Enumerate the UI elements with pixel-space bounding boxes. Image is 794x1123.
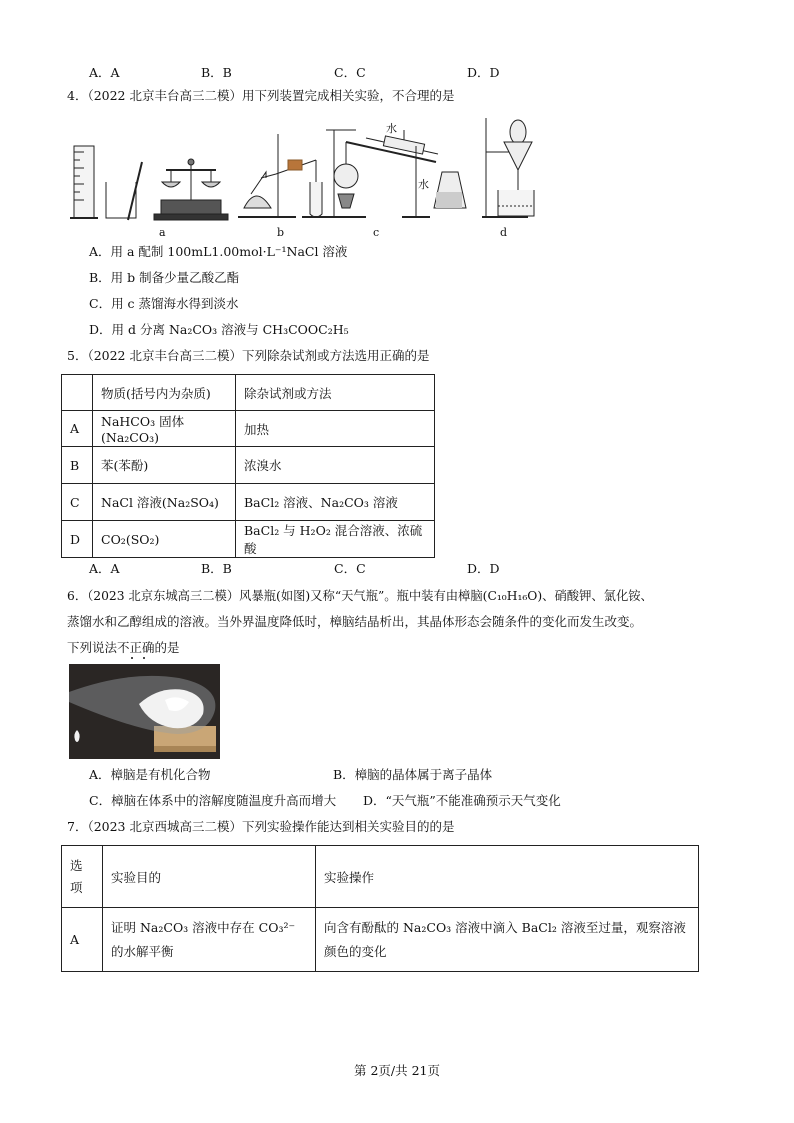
q5-option-a: A．A — [89, 561, 120, 576]
beaker-icon — [106, 162, 142, 220]
table-row — [62, 908, 699, 972]
q3-option-a: A．A — [89, 65, 120, 80]
table-cell: A — [62, 411, 93, 447]
q3-option-c: C．C — [334, 65, 366, 80]
q3-option-b: B．B — [201, 65, 232, 80]
table-cell: 苯(苯酚) — [93, 447, 236, 484]
table-cell: A — [62, 908, 103, 972]
q6-option-b: B．樟脑的晶体属于离子晶体 — [333, 767, 493, 782]
q6-option-d: D．“天气瓶”不能准确预示天气变化 — [363, 793, 561, 808]
q4-option-b: B．用 b 制备少量乙酸乙酯 — [89, 270, 240, 285]
q4-option-d: D．用 d 分离 Na₂CO₃ 溶液与 CH₃COOC₂H₅ — [89, 322, 349, 337]
q3-option-d: D．D — [467, 65, 500, 80]
table-row — [62, 484, 435, 521]
separatory-funnel-icon — [482, 118, 534, 217]
table-cell: 浓溴水 — [236, 447, 435, 484]
q6-option-a: A．樟脑是有机化合物 — [89, 767, 211, 782]
q6-option-c: C．樟脑在体系中的溶解度随温度升高而增大 — [89, 793, 337, 808]
table-cell: C — [62, 484, 93, 521]
table-cell: NaCl 溶液(Na₂SO₄) — [93, 484, 236, 521]
table-cell: BaCl₂ 与 H₂O₂ 混合溶液、浓硫酸 — [236, 521, 435, 558]
table-cell: 物质(括号内为杂质) — [93, 375, 236, 411]
figure-label-c: c — [373, 226, 380, 239]
q7-table — [61, 845, 699, 972]
table-header-row — [62, 846, 699, 908]
table-row — [62, 447, 435, 484]
emphasis-dot — [143, 657, 145, 659]
table-cell: BaCl₂ 溶液、Na₂CO₃ 溶液 — [236, 484, 435, 521]
table-cell: 证明 Na₂CO₃ 溶液中存在 CO₃²⁻ 的水解平衡 — [103, 908, 316, 972]
graduated-cylinder-icon — [70, 146, 98, 218]
table-cell: CO₂(SO₂) — [93, 521, 236, 558]
page-footer: 第 2页/共 21页 — [353, 1063, 441, 1078]
balance-icon — [154, 159, 228, 220]
figure-label-a: a — [159, 226, 166, 239]
water-label-top: 水 — [386, 122, 397, 135]
q4-option-a: A．用 a 配制 100mL1.00mol·L⁻¹NaCl 溶液 — [89, 244, 348, 259]
figure-label-d: d — [500, 226, 508, 239]
water-label-bottom: 水 — [418, 178, 429, 191]
distillation-setup-icon — [326, 130, 466, 217]
q4-option-c: C．用 c 蒸馏海水得到淡水 — [89, 296, 239, 311]
table-cell: D — [62, 521, 93, 558]
table-cell: 选项 — [62, 846, 103, 908]
q7-stem: 7．（2023 北京西城高三二模）下列实验操作能达到相关实验目的的是 — [67, 819, 455, 834]
table-cell: B — [62, 447, 93, 484]
ester-setup-icon — [238, 134, 328, 217]
emphasis-dot — [131, 657, 133, 659]
q4-stem: 4．（2022 北京丰台高三二模）用下列装置完成相关实验，不合理的是 — [67, 88, 455, 103]
q5-table — [61, 374, 435, 558]
table-row — [62, 411, 435, 447]
table-cell: 向含有酚酞的 Na₂CO₃ 溶液中滴入 BaCl₂ 溶液至过量，观察溶液颜色的变化 — [316, 908, 699, 972]
q6-stem-line2: 蒸馏水和乙醇组成的溶液。当外界温度降低时，樟脑结晶析出，其晶体形态会随条件的变化而发生改变。 — [67, 614, 643, 629]
table-cell — [62, 375, 93, 411]
table-cell: 实验操作 — [316, 846, 699, 908]
q4-apparatus-figure — [66, 112, 536, 240]
table-cell: 加热 — [236, 411, 435, 447]
q5-stem: 5．（2022 北京丰台高三二模）下列除杂试剂或方法选用正确的是 — [67, 348, 430, 363]
q5-option-d: D．D — [467, 561, 500, 576]
q5-option-b: B．B — [201, 561, 232, 576]
q6-stem-line3: 下列说法不正确的是 — [67, 640, 180, 655]
q6-stem-line1: 6．（2023 北京东城高三二模）风暴瓶(如图)又称“天气瓶”。瓶中装有由樟脑(C₁₀H₁₆O)、硝酸钾、氯化铵、 — [67, 589, 653, 603]
table-row — [62, 521, 435, 558]
table-cell: NaHCO₃ 固体(Na₂CO₃) — [93, 411, 236, 447]
table-cell: 实验目的 — [103, 846, 316, 908]
figure-label-b: b — [277, 226, 285, 239]
q5-option-c: C．C — [334, 561, 366, 576]
table-cell: 除杂试剂或方法 — [236, 375, 435, 411]
table-header-row — [62, 375, 435, 411]
storm-glass-photo — [69, 664, 220, 759]
